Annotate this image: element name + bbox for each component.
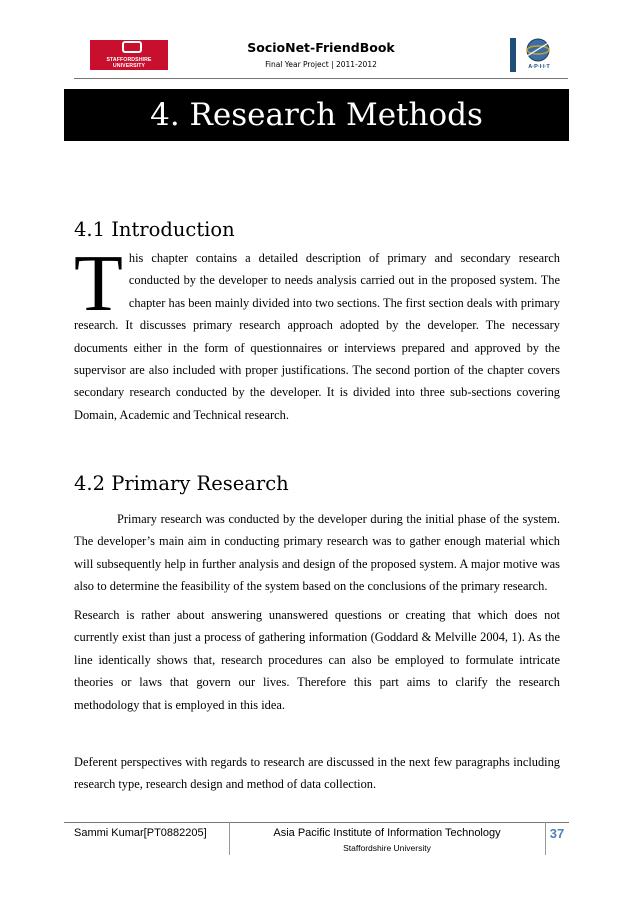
section-heading-introduction: 4.1 Introduction <box>74 218 235 241</box>
primary-research-paragraph-1: Primary research was conducted by the developer during the initial phase of the system. The developer’s main aim in conducting primary research was to gather enough material which will subsequently help in further analysis and design of the proposed system. A major motive was also to determine the feasibility of the system based on the conclusions of the primary research. <box>74 512 560 594</box>
page-number: 37 <box>549 826 565 841</box>
page-footer <box>64 822 569 855</box>
section-heading-primary-research: 4.2 Primary Research <box>74 472 289 495</box>
page-header <box>74 36 568 79</box>
staffordshire-logo-text: STAFFORDSHIRE UNIVERSITY <box>106 57 152 69</box>
drop-cap: T <box>74 240 123 328</box>
chapter-title: 4. Research Methods <box>150 97 483 133</box>
footer-university: Staffordshire University <box>343 843 431 853</box>
document-subtitle: Final Year Project | 2011-2012 <box>265 60 377 69</box>
primary-research-paragraph-3: Deferent perspectives with regards to research are discussed in the next few paragraphs including research type, research design and method of data collection. <box>74 755 560 792</box>
apiit-logo <box>510 36 560 76</box>
introduction-paragraph <box>74 240 560 426</box>
apiit-logo-text: A·P·I·I·T <box>528 64 550 70</box>
document-title: SocioNet-FriendBook <box>247 40 395 55</box>
footer-institute: Asia Pacific Institute of Information Technology <box>273 827 501 839</box>
primary-research-paragraph-2: Research is rather about answering unanswered questions or creating that which does not currently exist than just a process of gathering information (Goddard & Melville 2004, 1). As the line identically shows that, research procedures can also be employed to formulate intricate theories or laws that govern our lives. Therefore this part aims to clarify the research methodology that is employed in this idea. <box>74 608 560 712</box>
introduction-body: his chapter contains a detailed description of primary and secondary research conducted by the developer to needs analysis carried out in the proposed system. The chapter has been mainly divided into two sections. The first section deals with primary research. It discusses primary research approach adopted by the developer. The necessary documents either in the form of questionnaires or interviews prepared and approved by the supervisor are also included with proper justifications. The second portion of the chapter covers secondary research conducted by the developer. It is divided into three sub-sections covering Domain, Academic and Technical research. <box>74 251 560 422</box>
footer-divider <box>64 822 569 823</box>
footer-author: Sammi Kumar[PT0882205] <box>74 827 207 839</box>
header-divider <box>74 78 568 79</box>
globe-icon <box>514 36 564 66</box>
chapter-banner <box>64 89 569 141</box>
